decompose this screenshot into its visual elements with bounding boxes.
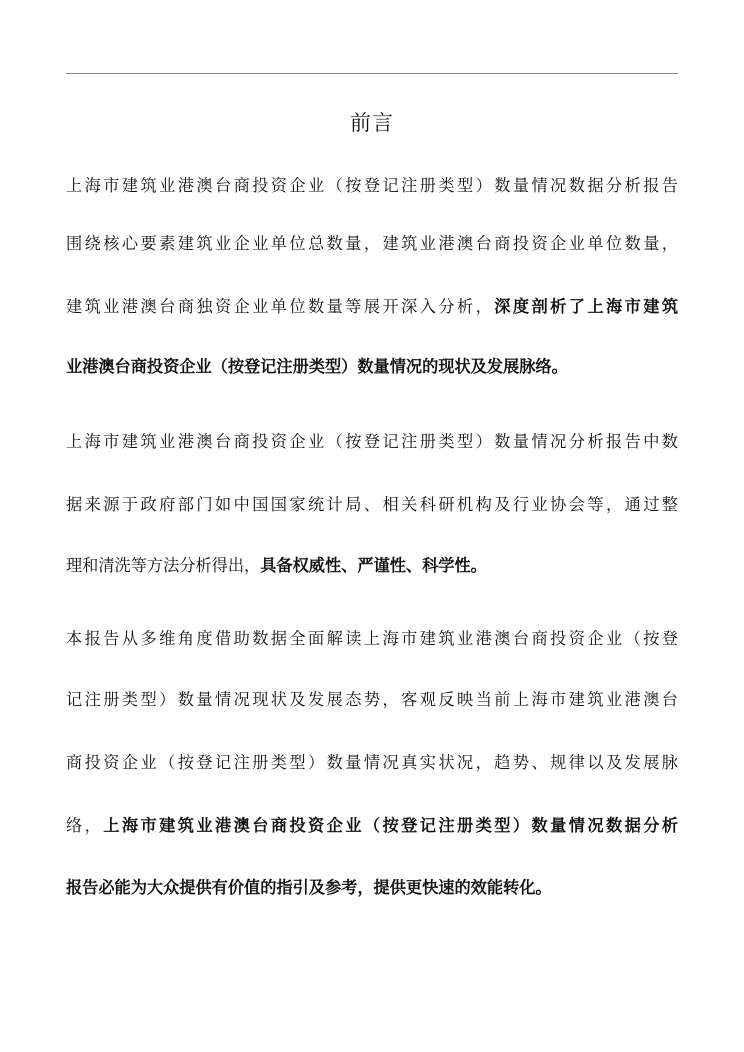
emphasized-text: 业港澳台商投资企业（按登记注册类型）数量情况的现状及发展脉络。 bbox=[66, 357, 568, 376]
paragraph-1-line-1 bbox=[66, 174, 678, 198]
emphasized-text: 具备权威性、严谨性、科学性。 bbox=[260, 556, 487, 575]
paragraph-3-line-3 bbox=[66, 751, 678, 775]
paragraph-1-line-2 bbox=[66, 232, 678, 256]
paragraph-2-line-2 bbox=[66, 493, 678, 517]
paragraph-3-line-2 bbox=[66, 688, 678, 712]
paragraph-2-line-3 bbox=[66, 554, 678, 578]
body-text: 记注册类型）数量情况现状及发展态势，客观反映当前上海市建筑业港澳台 bbox=[66, 690, 678, 709]
emphasized-text: 深度剖析了上海市建筑 bbox=[494, 297, 679, 316]
body-text: 理和清洗等方法分析得出， bbox=[66, 556, 261, 575]
header-rule bbox=[66, 73, 678, 74]
body-text: 上海市建筑业港澳台商投资企业（按登记注册类型）数量情况数据分析报告 bbox=[66, 176, 678, 195]
emphasized-text: 上海市建筑业港澳台商投资企业（按登记注册类型）数量情况数据分析 bbox=[103, 816, 679, 835]
paragraph-2-line-1 bbox=[66, 430, 678, 454]
body-text: 本报告从多维角度借助数据全面解读上海市建筑业港澳台商投资企业（按登 bbox=[66, 629, 678, 648]
body-text: 据来源于政府部门如中国国家统计局、相关科研机构及行业协会等，通过整 bbox=[66, 495, 678, 514]
body-text: 上海市建筑业港澳台商投资企业（按登记注册类型）数量情况分析报告中数 bbox=[66, 432, 678, 451]
page-title: 前言 bbox=[350, 111, 394, 135]
paragraph-3-line-5 bbox=[66, 876, 678, 900]
body-text: 建筑业港澳台商独资企业单位数量等展开深入分析， bbox=[66, 297, 495, 316]
body-text: 商投资企业（按登记注册类型）数量情况真实状况，趋势、规律以及发展脉 bbox=[66, 753, 678, 772]
body-text: 络， bbox=[66, 816, 104, 835]
body-text: 围绕核心要素建筑业企业单位总数量，建筑业港澳台商投资企业单位数量， bbox=[66, 234, 678, 253]
paragraph-1-line-3 bbox=[66, 295, 678, 319]
paragraph-1-line-4 bbox=[66, 355, 678, 379]
paragraph-3-line-1 bbox=[66, 627, 678, 651]
paragraph-3-line-4 bbox=[66, 814, 678, 838]
emphasized-text: 报告必能为大众提供有价值的指引及参考，提供更快速的效能转化。 bbox=[66, 878, 552, 897]
